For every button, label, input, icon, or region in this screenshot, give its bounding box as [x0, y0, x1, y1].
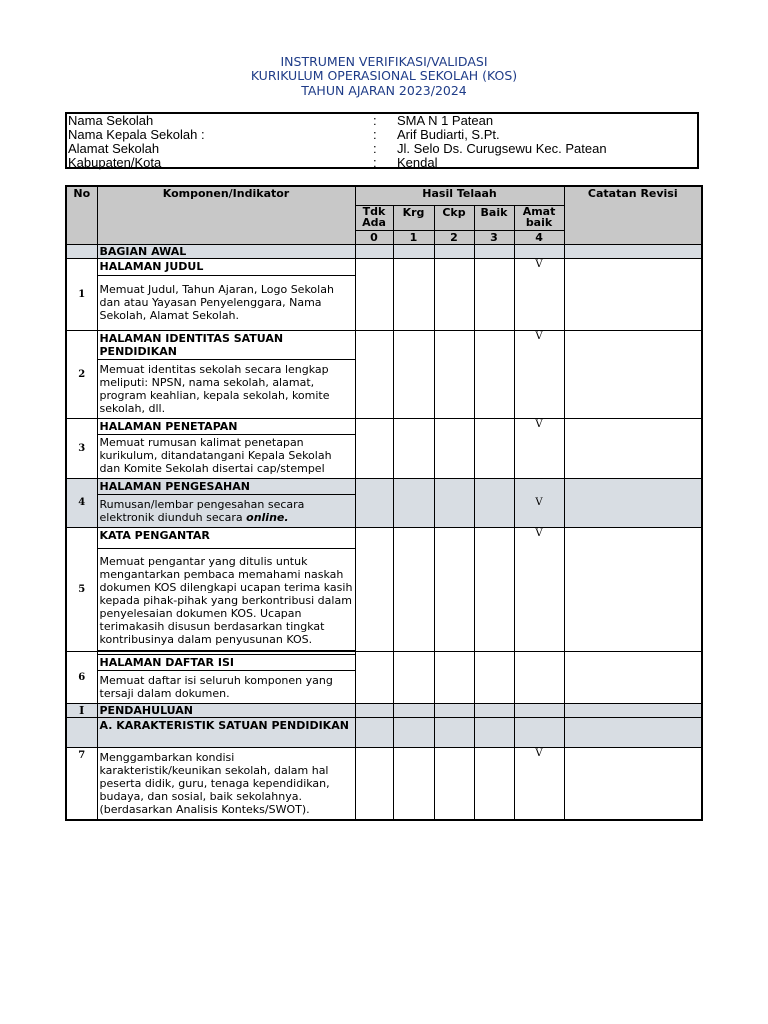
section-number: I — [66, 703, 97, 717]
indicator-description — [98, 495, 355, 527]
table-row — [66, 747, 702, 820]
info-colon: : — [373, 141, 377, 156]
indicator-description: Memuat Judul, Tahun Ajaran, Logo Sekolah dan atau Yayasan Penyelenggara, Nama Sekolah, Alamat Sekolah. — [99, 282, 334, 322]
score-cell[interactable] — [474, 330, 514, 418]
revision-note-cell[interactable] — [564, 418, 702, 478]
revision-note-cell[interactable] — [564, 651, 702, 703]
header-no: No — [66, 186, 97, 244]
description-text: Rumusan/lembar pengesahan secara elektronik diunduh secara — [99, 497, 305, 524]
info-value: Arif Budiarti, S.Pt. — [397, 127, 500, 142]
revision-note-cell[interactable] — [564, 527, 702, 651]
revision-note-cell[interactable] — [564, 258, 702, 330]
header-score-label: Ckp — [434, 205, 474, 230]
score-check[interactable]: V — [514, 258, 564, 330]
score-cell[interactable] — [434, 258, 474, 330]
header-score-label: Amat baik — [514, 205, 564, 230]
row-number: 3 — [66, 418, 97, 478]
score-cell[interactable] — [355, 527, 393, 651]
indicator-cell — [97, 747, 355, 820]
table-row — [66, 330, 702, 418]
score-cell[interactable] — [514, 651, 564, 703]
doc-title-line1: INSTRUMEN VERIFIKASI/VALIDASI — [280, 54, 488, 69]
header-score-num: 4 — [514, 230, 564, 244]
info-value: Jl. Selo Ds. Curugsewu Kec. Patean — [397, 141, 607, 156]
score-cell[interactable] — [474, 418, 514, 478]
score-cell[interactable] — [393, 258, 434, 330]
indicator-heading: HALAMAN DAFTAR ISI — [98, 654, 355, 671]
indicator-heading: KATA PENGANTAR — [99, 528, 210, 542]
info-value: SMA N 1 Patean — [397, 113, 494, 128]
score-cell[interactable] — [434, 330, 474, 418]
verification-table — [65, 185, 703, 821]
header-indikator: Komponen/Indikator — [97, 186, 355, 244]
section-label: PENDAHULUAN — [97, 703, 355, 717]
info-label: Nama Kepala Sekolah : — [68, 127, 205, 142]
indicator-cell — [97, 418, 355, 478]
section-row — [66, 244, 702, 258]
subsection-row — [66, 717, 702, 747]
indicator-cell — [97, 258, 355, 330]
info-label: Nama Sekolah — [68, 113, 154, 128]
indicator-cell — [97, 527, 355, 651]
row-number: 4 — [66, 478, 97, 527]
school-info-box — [65, 112, 699, 169]
score-cell[interactable] — [434, 478, 474, 527]
header-score-num: 0 — [355, 230, 393, 244]
description-emphasis: online. — [246, 510, 289, 524]
score-cell[interactable] — [434, 418, 474, 478]
score-cell[interactable] — [474, 258, 514, 330]
score-cell[interactable] — [474, 747, 514, 820]
score-cell[interactable] — [393, 747, 434, 820]
indicator-heading: HALAMAN JUDUL — [98, 259, 355, 276]
score-cell[interactable] — [393, 478, 434, 527]
section-row — [66, 703, 702, 717]
header-score-label: Krg — [393, 205, 434, 230]
info-value: Kendal — [397, 155, 438, 170]
score-cell[interactable] — [355, 418, 393, 478]
header-score-num: 1 — [393, 230, 434, 244]
info-row — [67, 128, 697, 142]
score-cell[interactable] — [355, 651, 393, 703]
row-number: 6 — [66, 651, 97, 703]
indicator-description: Memuat rumusan kalimat penetapan kurikulum, ditandatangani Kepala Sekolah dan Komite Sekolah disertai cap/stempel — [99, 435, 332, 475]
info-colon: : — [373, 127, 377, 142]
doc-title-line2: KURIKULUM OPERASIONAL SEKOLAH (KOS) — [250, 68, 518, 83]
score-cell[interactable] — [434, 747, 474, 820]
row-number: 5 — [66, 527, 97, 651]
info-row — [67, 114, 697, 128]
info-colon: : — [373, 113, 377, 128]
revision-note-cell[interactable] — [564, 330, 702, 418]
header-score-num: 3 — [474, 230, 514, 244]
revision-note-cell[interactable] — [564, 478, 702, 527]
score-cell[interactable] — [355, 478, 393, 527]
revision-note-cell[interactable] — [564, 747, 702, 820]
table-row — [66, 258, 702, 330]
score-cell[interactable] — [393, 651, 434, 703]
score-cell[interactable] — [355, 747, 393, 820]
section-label: BAGIAN AWAL — [97, 244, 355, 258]
header-catatan-revisi: Catatan Revisi — [564, 186, 702, 244]
indicator-heading: HALAMAN PENETAPAN — [98, 419, 355, 435]
indicator-heading: HALAMAN PENGESAHAN — [98, 479, 355, 495]
info-label: Alamat Sekolah — [68, 141, 160, 156]
header-hasil-telaah: Hasil Telaah — [355, 186, 564, 205]
score-cell[interactable] — [355, 330, 393, 418]
row-number: 2 — [66, 330, 97, 418]
score-check[interactable]: V — [514, 330, 564, 418]
info-row — [67, 156, 697, 170]
score-cell[interactable] — [393, 330, 434, 418]
doc-title-line3: TAHUN AJARAN 2023/2024 — [301, 83, 467, 98]
indicator-heading: HALAMAN IDENTITAS SATUAN PENDIDIKAN — [98, 331, 355, 360]
score-cell[interactable] — [434, 651, 474, 703]
header-score-num: 2 — [434, 230, 474, 244]
score-cell[interactable] — [474, 527, 514, 651]
indicator-description: Menggambarkan kondisi karakteristik/keunikan sekolah, dalam hal peserta didik, guru, tenaga kependidikan, budaya, dan sosial, baik sekolahnya. (berdasarkan Analisis Konteks/SWOT). — [99, 750, 330, 816]
score-check[interactable]: V — [514, 478, 564, 527]
table-row — [66, 418, 702, 478]
score-cell[interactable] — [355, 258, 393, 330]
score-cell[interactable] — [434, 527, 474, 651]
score-check[interactable]: V — [514, 418, 564, 478]
indicator-cell — [97, 330, 355, 418]
header-score-label: Baik — [474, 205, 514, 230]
info-label: Kabupaten/Kota — [68, 155, 162, 170]
table-row — [66, 651, 702, 703]
indicator-description: Memuat daftar isi seluruh komponen yang tersaji dalam dokumen. — [99, 673, 333, 700]
indicator-description: Memuat pengantar yang ditulis untuk mengantarkan pembaca memahami naskah dokumen KOS dilengkapi ucapan terima kasih kepada pihak-pihak yang berkontribusi dalam penyelesaian dokumen KOS. Ucapan terimakasih disusun berdasarkan tingkat kontribusinya dalam penyusunan KOS. — [98, 548, 355, 651]
indicator-cell — [97, 651, 355, 703]
score-check[interactable]: V — [514, 747, 564, 820]
table-row — [66, 478, 702, 527]
row-number: 1 — [66, 258, 97, 330]
info-colon: : — [373, 155, 377, 170]
score-cell[interactable] — [393, 418, 434, 478]
info-row — [67, 142, 697, 156]
header-score-label: Tdk Ada — [355, 205, 393, 230]
table-row — [66, 527, 702, 651]
score-cell[interactable] — [393, 527, 434, 651]
score-cell[interactable] — [474, 478, 514, 527]
score-check[interactable]: V — [514, 527, 564, 651]
indicator-cell — [97, 478, 355, 527]
row-number: 7 — [66, 747, 97, 820]
subsection-label: A. KARAKTERISTIK SATUAN PENDIDIKAN — [97, 717, 355, 747]
score-cell[interactable] — [474, 651, 514, 703]
indicator-description: Memuat identitas sekolah secara lengkap meliputi: NPSN, nama sekolah, alamat, program keahlian, kepala sekolah, komite sekolah, dll. — [99, 362, 330, 415]
